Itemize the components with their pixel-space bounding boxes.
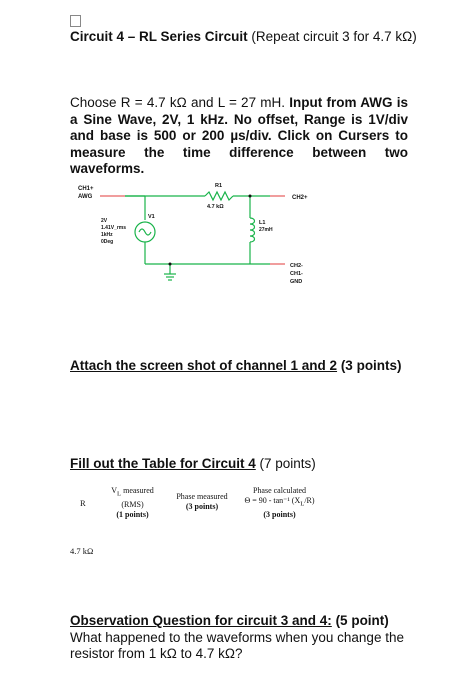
table-heading bbox=[70, 456, 410, 471]
obs-points: (5 point) bbox=[331, 613, 389, 628]
col-header-phase-measured bbox=[168, 492, 236, 512]
r1-value: 4.7 kΩ bbox=[207, 204, 224, 210]
vl-line1 bbox=[100, 486, 165, 500]
rl-circuit-diagram bbox=[70, 178, 410, 298]
obs-text: What happened to the waveforms when you change the resistor from 1 kΩ to 4.7 kΩ? bbox=[70, 629, 404, 661]
gnd-label: GND bbox=[290, 279, 303, 285]
attach-rest: (3 points) bbox=[337, 358, 402, 373]
pc-rest: /R) bbox=[304, 496, 315, 505]
title-rest: (Repeat circuit 3 for 4.7 kΩ) bbox=[247, 29, 417, 44]
pm-line1: Phase measured bbox=[176, 492, 228, 501]
pm-line2: (3 points) bbox=[185, 502, 219, 511]
instructions bbox=[70, 95, 408, 178]
attach-underlined: Attach the screen shot of channel 1 and 2 bbox=[70, 358, 338, 373]
vl-rest: measured bbox=[121, 486, 154, 495]
r1-label: R1 bbox=[215, 183, 223, 189]
col-header-r: R bbox=[80, 498, 86, 508]
observation-question bbox=[70, 613, 415, 663]
v1-label: V1 bbox=[148, 214, 155, 220]
title-bold: Circuit 4 – RL Series Circuit bbox=[70, 29, 248, 44]
source-phase: 0Deg bbox=[101, 239, 114, 245]
col-header-vl bbox=[100, 486, 165, 520]
pc-line1: Phase calculated bbox=[252, 486, 307, 495]
vl-line2: (RMS) bbox=[121, 499, 144, 509]
fill-rest: (7 points) bbox=[255, 456, 316, 471]
vl-v: V bbox=[111, 486, 118, 495]
table-row-r-value: 4.7 kΩ bbox=[70, 546, 94, 556]
instructions-bold: Input from AWG is a Sine Wave, 2V, 1 kHz. No offset, Range is 1V/div and base is 500 or 200 µs/div. Click on Cursers to measure the time difference between two waveforms. bbox=[70, 95, 408, 176]
source-2v: 2V bbox=[101, 218, 108, 224]
obs-underlined: Observation Question for circuit 3 and 4: bbox=[70, 613, 332, 628]
page-title bbox=[70, 28, 420, 45]
fill-underlined: Fill out the Table for Circuit 4 bbox=[70, 456, 256, 471]
vl-line3: (1 points) bbox=[116, 509, 149, 519]
source-freq: 1kHz bbox=[101, 232, 113, 238]
pc-line3: (3 points) bbox=[263, 509, 296, 519]
pc-line2 bbox=[232, 496, 327, 510]
col-header-phase-calculated bbox=[232, 486, 327, 520]
attach-instruction bbox=[70, 358, 410, 375]
ch2p-label: CH2+ bbox=[292, 195, 308, 201]
ch1-label: CH1+ bbox=[78, 186, 94, 192]
checkbox[interactable] bbox=[70, 15, 81, 27]
pc-formula: Θ = 90 - tan⁻¹ (X bbox=[244, 496, 301, 505]
ch2m-label: CH2- bbox=[290, 263, 303, 269]
pc-sub: L bbox=[300, 500, 305, 508]
instructions-plain: Choose R = 4.7 kΩ and L = 27 mH. bbox=[70, 95, 290, 110]
l1-value: 27mH bbox=[259, 227, 273, 233]
vl-sub: L bbox=[117, 490, 122, 498]
ch1m-label: CH1- bbox=[290, 271, 303, 277]
l1-label: L1 bbox=[259, 220, 266, 226]
awg-label: AWG bbox=[78, 194, 93, 200]
source-rms: 1.41V_rms bbox=[101, 225, 127, 231]
